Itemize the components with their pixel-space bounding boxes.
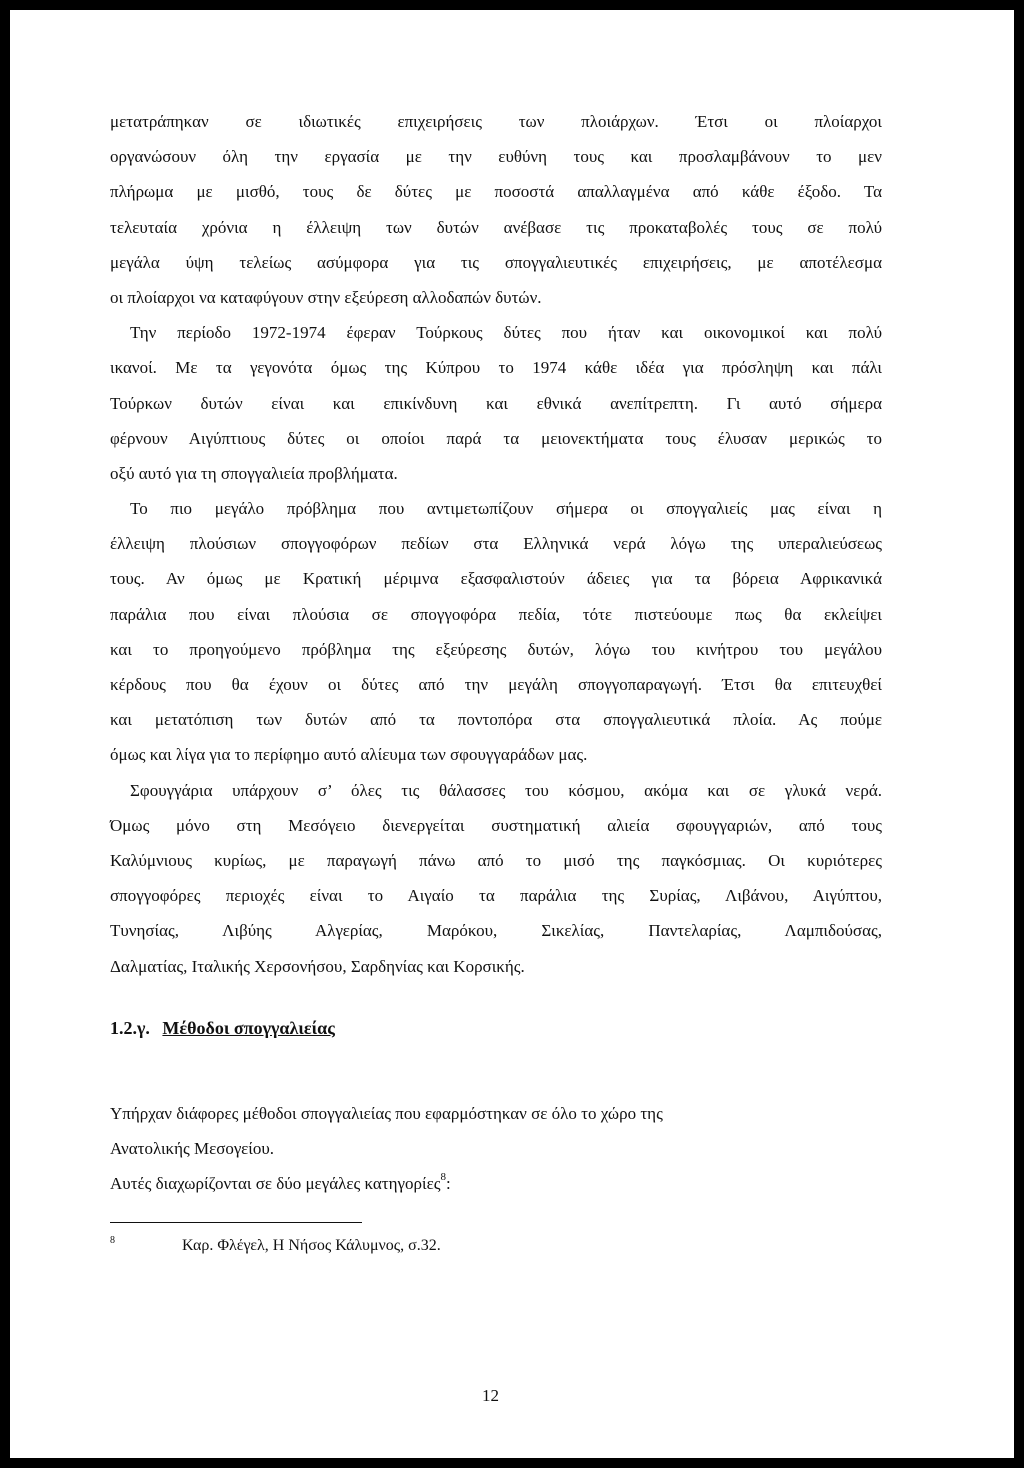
text-line: και το προηγούμενο πρόβλημα της εξεύρεσης δυτών, λόγω του κινήτρου του μεγάλου — [110, 639, 882, 659]
text-line: φέρνουν Αιγύπτιους δύτες οι οποίοι παρά τα μειονεκτήματα τους έλυσαν μερικώς το — [110, 428, 882, 448]
text-line: έλλειψη πλούσιων σπογγοφόρων πεδίων στα Ελληνικά νερά λόγω της υπεραλιεύσεως — [110, 534, 882, 554]
paragraph — [110, 104, 882, 315]
text-line: τελευταία χρόνια η έλλειψη των δυτών ανέβασε τις προκαταβολές τους σε πολύ — [110, 217, 882, 237]
text-line: Τυνησίας, Λιβύης Αλγερίας, Μαρόκου, Σικελίας, Παντελαρίας, Λαμπιδούσας, — [110, 921, 882, 941]
text-line: μεγάλα ύψη τελείως ασύμφορα για τις σπογγαλιευτικές επιχειρήσεις, με αποτέλεσμα — [110, 252, 882, 272]
document-page — [10, 10, 1014, 1458]
text-line: σπογγοφόρες περιοχές είναι το Αιγαίο τα παράλια της Συρίας, Λιβάνου, Αιγύπτου, — [110, 886, 882, 906]
text-line: οι πλοίαρχοι να καταφύγουν στην εξεύρεση αλλοδαπών δυτών. — [110, 287, 542, 307]
text-line: Τούρκων δυτών είναι και επικίνδυνη και εθνικά ανεπίτρεπτη. Γι αυτό σήμερα — [110, 393, 882, 413]
section-intro — [110, 1096, 882, 1201]
text-line: παράλια που είναι πλούσια σε σπογγοφόρα πεδία, τότε πιστεύουμε πως θα εκλείψει — [110, 604, 882, 624]
body-text — [110, 104, 882, 984]
section-number: 1.2.γ. — [110, 1018, 150, 1038]
paragraph — [110, 315, 882, 491]
text-line: οξύ αυτό για τη σπογγαλιεία προβλήματα. — [110, 463, 398, 483]
footnote-text: Καρ. Φλέγελ, Η Νήσος Κάλυμνος, σ.32. — [182, 1237, 441, 1254]
section-title: Μέθοδοι σπογγαλιείας — [162, 1018, 335, 1038]
text-line: μετατράπηκαν σε ιδιωτικές επιχειρήσεις των πλοιάρχων. Έτσι οι πλοίαρχοι — [110, 112, 882, 131]
footnote-separator — [110, 1222, 362, 1223]
text-line: Δαλματίας, Ιταλικής Χερσονήσου, Σαρδηνίας και Κορσικής. — [110, 956, 525, 976]
text-line-with-footnote-ref — [110, 1166, 882, 1201]
text-line: Όμως μόνο στη Μεσόγειο διενεργείται συστηματική αλιεία σφουγγαριών, από τους — [110, 815, 882, 835]
text-line: πλήρωμα με μισθό, τους δε δύτες με ποσοστά απαλλαγμένα από κάθε έξοδο. Τα — [110, 182, 882, 202]
text-line: Σφουγγάρια υπάρχουν σ’ όλες τις θάλασσες του κόσμου, ακόμα και σε γλυκά νερά. — [130, 780, 882, 800]
footnote-marker: 8 — [110, 1235, 115, 1246]
text-line: ικανοί. Με τα γεγονότα όμως της Κύπρου το 1974 κάθε ιδέα για πρόσληψη και πάλι — [110, 358, 882, 378]
paragraph — [110, 773, 882, 984]
text-run: Αυτές διαχωρίζονται σε δύο μεγάλες κατηγορίες — [110, 1174, 441, 1193]
text-line: Ανατολικής Μεσογείου. — [110, 1139, 275, 1158]
section-heading — [110, 1018, 335, 1039]
paragraph — [110, 491, 882, 773]
text-line: κέρδους που θα έχουν οι δύτες από την μεγάλη σπογγοπαραγωγή. Έτσι θα επιτευχθεί — [110, 675, 882, 694]
text-line: Υπήρχαν διάφορες μέθοδοι σπογγαλιείας που εφαρμόστηκαν σε όλο το χώρο της — [110, 1104, 663, 1123]
text-line: οργανώσουν όλη την εργασία με την ευθύνη τους και προσλαμβάνουν το μεν — [110, 147, 882, 167]
text-line: Το πιο μεγάλο πρόβλημα που αντιμετωπίζουν σήμερα οι σπογγαλιείς μας είναι η — [130, 499, 882, 519]
text-line: και μετατόπιση των δυτών από τα ποντοπόρα στα σπογγαλιευτικά πλοία. Ας πούμε — [110, 710, 882, 730]
text-line: Την περίοδο 1972-1974 έφεραν Τούρκους δύτες που ήταν και οικονομικοί και πολύ — [130, 323, 882, 343]
footnote-reference: 8 — [440, 1171, 446, 1183]
text-line: Καλύμνιους κυρίως, με παραγωγή πάνω από το μισό της παγκόσμιας. Οι κυριότερες — [110, 850, 882, 870]
page-number: 12 — [482, 1386, 499, 1405]
text-line: τους. Αν όμως με Κρατική μέριμνα εξασφαλιστούν άδειες για τα βόρεια Αφρικανικά — [110, 569, 882, 589]
text-line: όμως και λίγα για το περίφημο αυτό αλίευμα των σφουγγαράδων μας. — [110, 745, 588, 765]
footnote — [110, 1235, 441, 1255]
text-run: : — [445, 1174, 451, 1193]
